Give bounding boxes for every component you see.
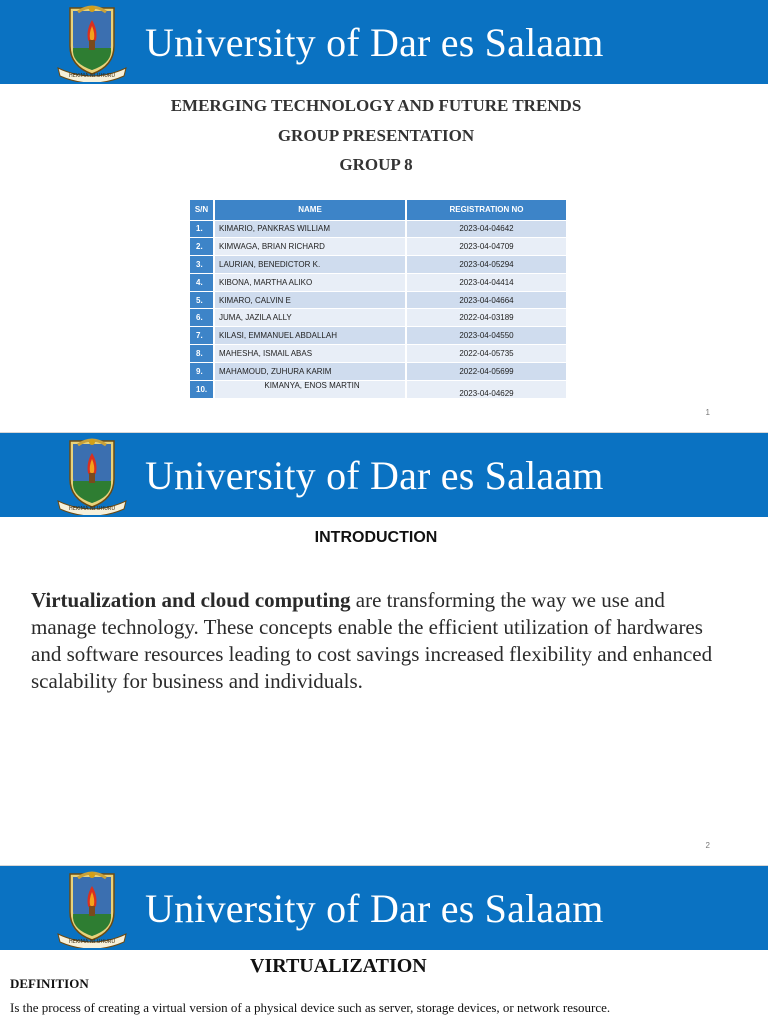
row-name: KIMWAGA, BRIAN RICHARD (214, 238, 406, 256)
row-registration-no: 2023-04-04642 (406, 220, 567, 238)
presentation-type: GROUP PRESENTATION (277, 126, 475, 145)
column-header-registration: REGISTRATION NO (406, 200, 567, 220)
table-row (190, 220, 567, 238)
row-registration-no: 2023-04-04709 (406, 238, 567, 256)
row-name: MAHAMOUD, ZUHURA KARIM (214, 362, 406, 380)
members-table (190, 200, 568, 398)
table-row (190, 273, 567, 291)
introduction-body: are transforming the way we use and manage technology. These concepts enable the efficient utilization of hardwares and software resources leading to cost savings increased flexibility and enhanced scalability for business and individuals. (31, 588, 713, 693)
logo-motto: HEKIMA NI UHURU (68, 73, 116, 79)
row-name: KIBONA, MARTHA ALIKO (214, 273, 406, 291)
table-row (190, 345, 567, 363)
table-row (190, 362, 567, 380)
logo-motto: HEKIMA NI UHURU (68, 506, 116, 512)
table-row (190, 256, 567, 274)
table-row (190, 327, 567, 345)
row-registration-no: 2023-04-04550 (406, 327, 567, 345)
row-registration-no: 2022-04-05699 (406, 362, 567, 380)
row-name: KIMANYA, ENOS MARTIN (214, 380, 406, 398)
introduction-heading: INTRODUCTION (314, 529, 438, 546)
row-name: MAHESHA, ISMAIL ABAS (214, 345, 406, 363)
page-number: 2 (705, 841, 710, 850)
row-registration-no: 2022-04-05735 (406, 345, 567, 363)
course-title: EMERGING TECHNOLOGY AND FUTURE TRENDS (170, 96, 582, 115)
row-name: KIMARIO, PANKRAS WILLIAM (214, 220, 406, 238)
table-row (190, 291, 567, 309)
row-sn: 3. (190, 256, 214, 274)
row-registration-no: 2022-04-03189 (406, 309, 567, 327)
introduction-paragraph (31, 587, 731, 695)
table-row (190, 238, 567, 256)
row-name: JUMA, JAZILA ALLY (214, 309, 406, 327)
university-crest-icon (50, 435, 134, 515)
university-title: University of Dar es Salaam (145, 886, 604, 931)
definition-text: Is the process of creating a virtual version of a physical device such as server, storage devices, or network resource. (10, 1000, 611, 1015)
table-row (190, 380, 567, 398)
table-header-row (190, 200, 567, 220)
row-sn: 6. (190, 309, 214, 327)
slide-1 (0, 0, 768, 432)
university-crest-icon (50, 2, 134, 82)
column-header-name: NAME (214, 200, 406, 220)
group-number: GROUP 8 (339, 155, 413, 174)
introduction-bold-phrase: Virtualization and cloud computing (31, 588, 351, 612)
page-number: 1 (705, 408, 710, 417)
slide-2 (0, 433, 768, 865)
row-registration-no: 2023-04-04629 (406, 380, 567, 398)
row-registration-no: 2023-04-05294 (406, 256, 567, 274)
definition-label: DEFINITION (10, 976, 89, 991)
university-banner (0, 0, 768, 84)
row-registration-no: 2023-04-04664 (406, 291, 567, 309)
row-name: KIMARO, CALVIN E (214, 291, 406, 309)
column-header-sn: S/N (190, 200, 214, 220)
row-sn: 8. (190, 345, 214, 363)
row-sn: 7. (190, 327, 214, 345)
row-sn: 1. (190, 220, 214, 238)
virtualization-heading: VIRTUALIZATION (250, 955, 427, 977)
row-sn: 4. (190, 273, 214, 291)
row-name: LAURIAN, BENEDICTOR K. (214, 256, 406, 274)
university-banner (0, 433, 768, 517)
row-sn: 2. (190, 238, 214, 256)
logo-motto: HEKIMA NI UHURU (68, 939, 116, 945)
row-registration-no: 2023-04-04414 (406, 273, 567, 291)
university-title: University of Dar es Salaam (145, 453, 604, 498)
university-crest-icon (50, 868, 134, 948)
row-sn: 5. (190, 291, 214, 309)
row-sn: 9. (190, 362, 214, 380)
university-banner (0, 866, 768, 950)
row-name: KILASI, EMMANUEL ABDALLAH (214, 327, 406, 345)
university-title: University of Dar es Salaam (145, 20, 604, 65)
slide-3 (0, 866, 768, 1024)
row-sn: 10. (190, 380, 214, 398)
table-row (190, 309, 567, 327)
